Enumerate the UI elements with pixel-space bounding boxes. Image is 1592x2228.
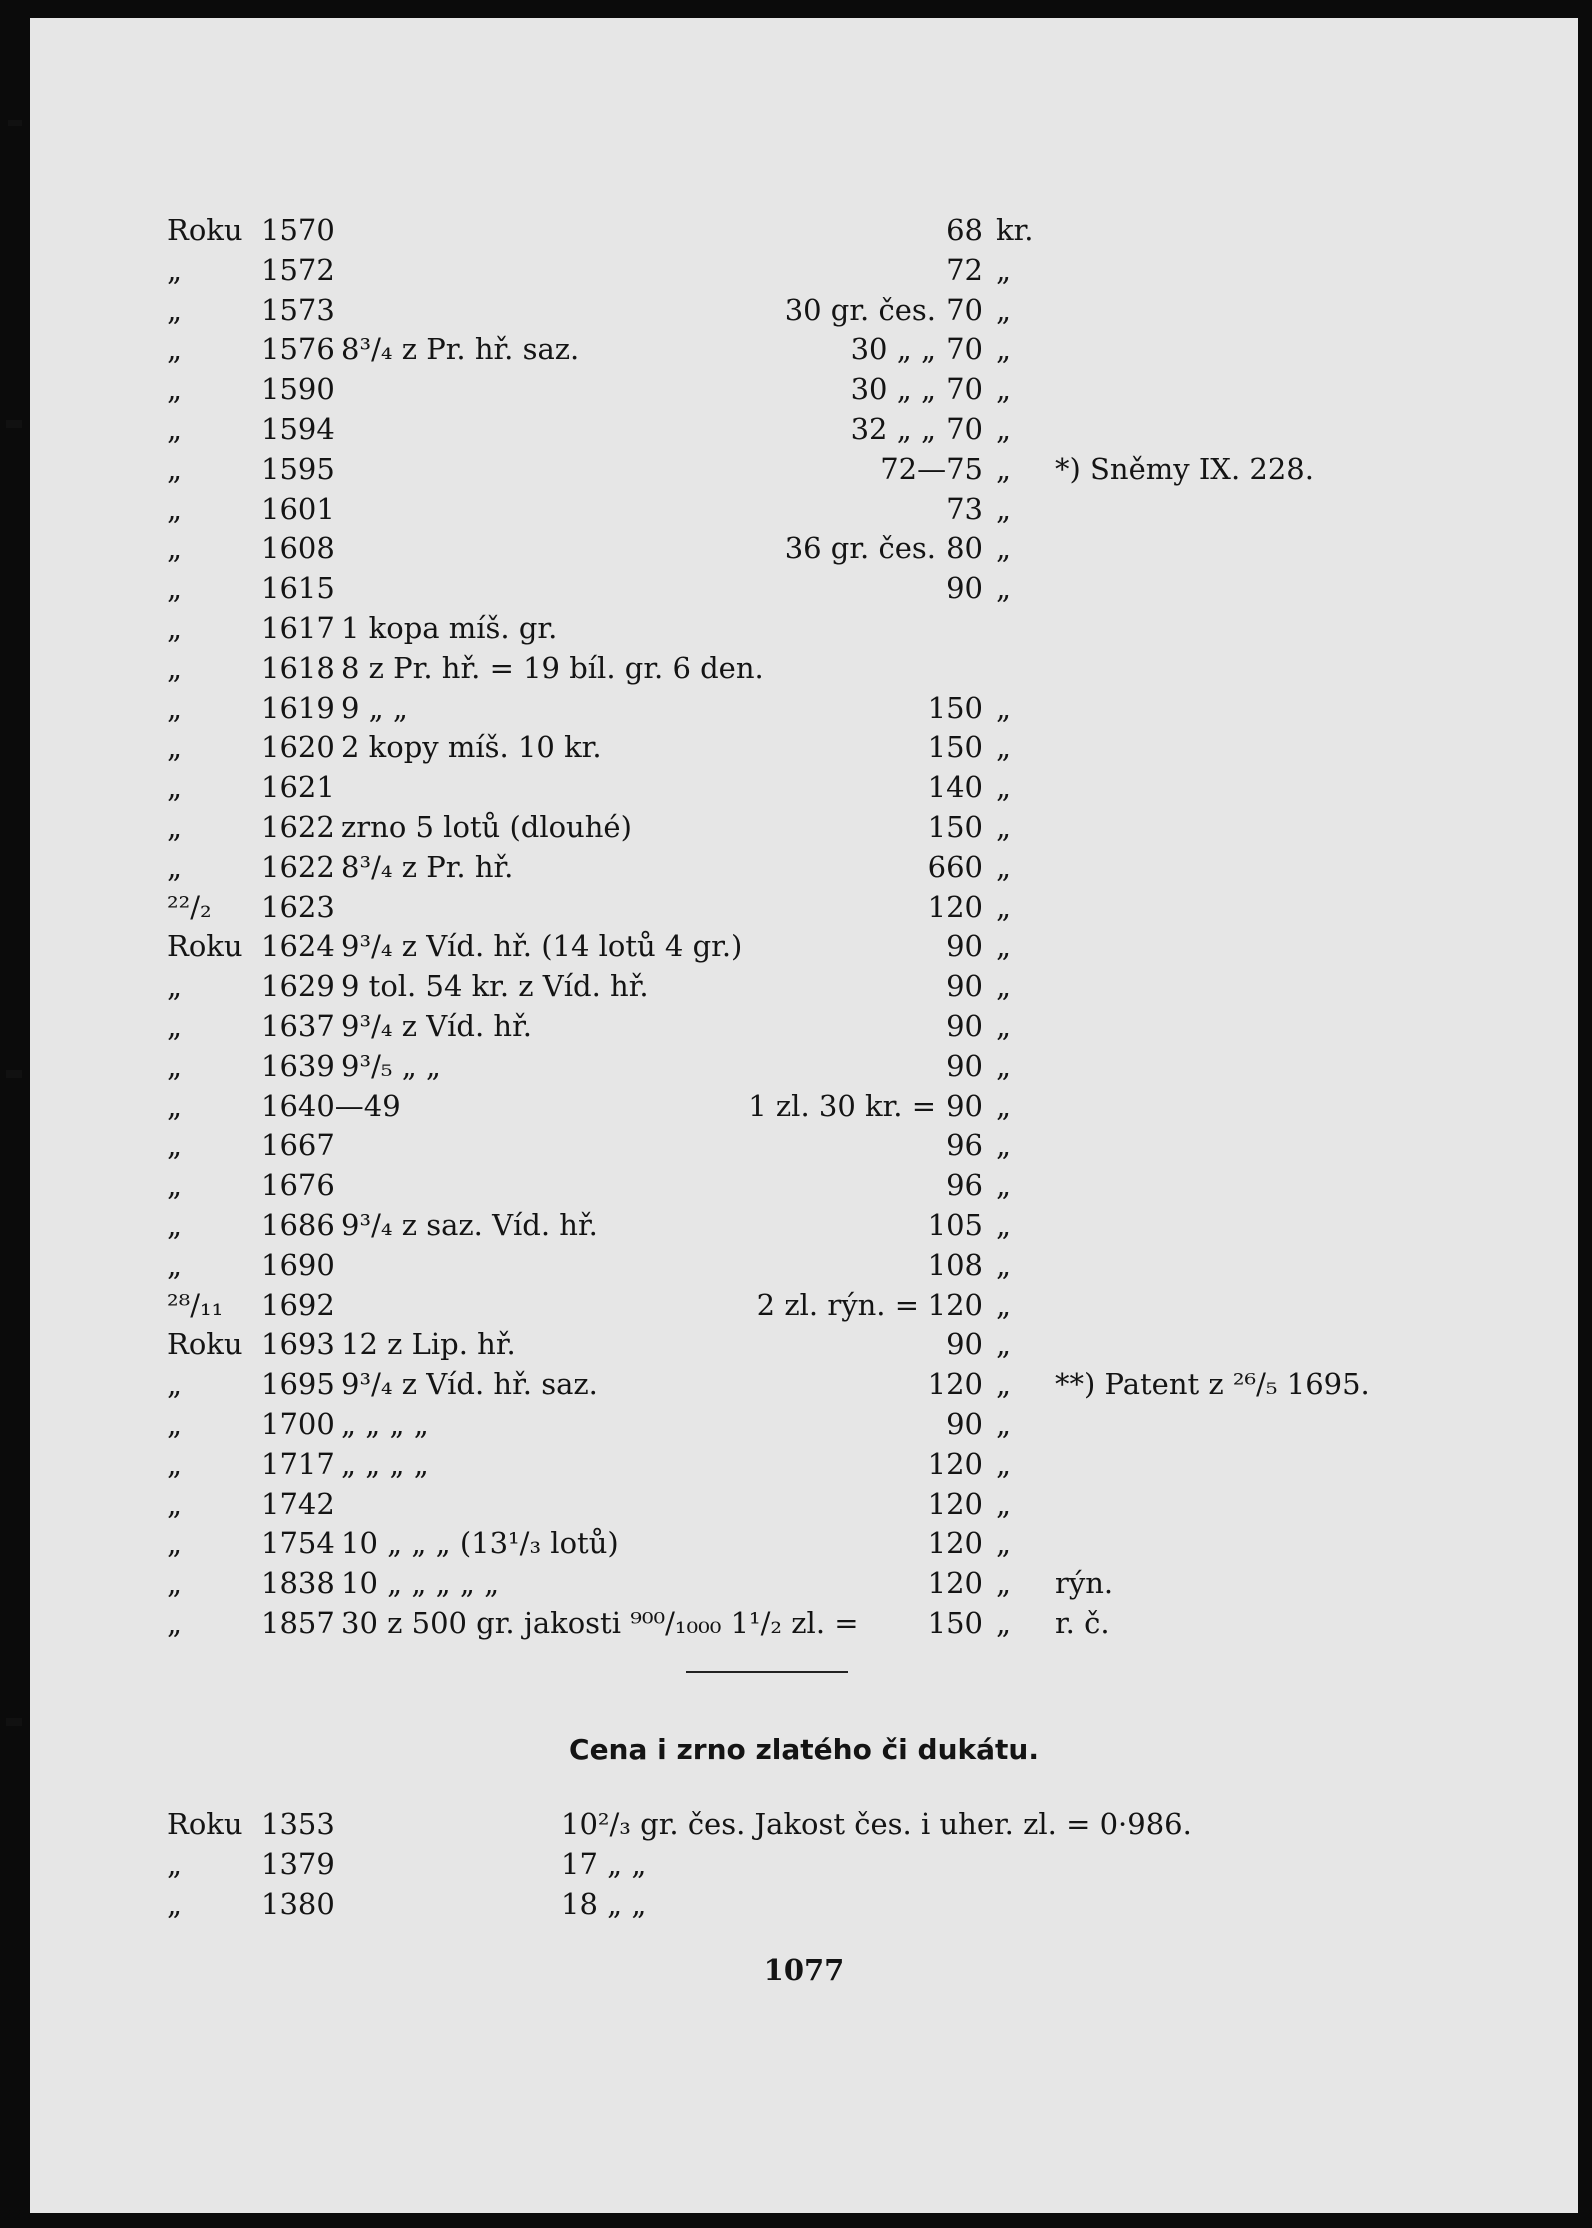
row-year: 1615 [261,571,335,606]
row-prefix: „ [167,491,183,526]
row-prefix: Roku [167,929,243,964]
row-value: 72 [946,252,983,287]
table-row [30,1444,1578,1484]
table-row [30,290,1578,330]
row-year: 1622 [261,810,335,844]
row-unit: „ [996,332,1012,367]
section-title: Cena i zrno zlatého či dukátu. [569,1733,1039,1766]
table-row [30,1364,1578,1404]
row-prefix: „ [167,1247,183,1282]
row-year: 1608 [261,531,335,566]
row-prefix: „ [167,1009,183,1043]
row-year: 1717 [261,1446,335,1481]
table-row [30,329,1578,369]
row-prefix: „ [167,372,183,407]
row-description: 9 „ „ [341,690,408,725]
row-value: 68 [946,213,983,247]
page-number: 1077 [763,1953,845,1987]
table-row [30,1804,1578,1844]
scan-edge-mark [6,1070,22,1078]
row-prefix: „ [167,1208,183,1242]
table-row [30,1404,1578,1444]
row-year: 1838 [261,1566,335,1601]
row-year: 1667 [261,1128,335,1163]
row-year: 1695 [261,1367,335,1402]
row-value: 660 [927,849,983,884]
table-row [30,648,1578,688]
row-description: zrno 5 lotů (dlouhé) [341,810,632,844]
row-year: 1692 [261,1287,335,1322]
row-prefix: „ [167,1526,183,1561]
row-prefix: „ [167,1407,183,1441]
section-divider [686,1671,848,1673]
table-row [30,568,1578,608]
row-year: 1594 [261,412,335,446]
table-row [30,1484,1578,1524]
row-note: rýn. [1055,1566,1114,1601]
row-unit: „ [996,1247,1012,1282]
row-prefix: „ [167,770,183,805]
row-description: 8 z Pr. hř. = 19 bíl. gr. 6 den. [341,650,764,685]
row-year: 1619 [261,690,335,725]
row-value: 105 [927,1208,983,1242]
table-row [30,1324,1578,1364]
table-row [30,1086,1578,1126]
row-note: **) Patent z ²⁶/₅ 1695. [1055,1367,1370,1402]
row-prefix: „ [167,611,183,645]
row-description: 10 „ „ „ (13¹/₃ lotů) [341,1526,619,1561]
table-row [30,528,1578,568]
row-unit: „ [996,571,1012,606]
row-value: 96 [946,1128,983,1163]
document-page [30,18,1578,2213]
row-unit: „ [996,531,1012,566]
row-unit: „ [996,1446,1012,1481]
table-row [30,1603,1578,1643]
row-unit: „ [996,1367,1012,1402]
row-year: 1754 [261,1526,335,1561]
table-row [30,887,1578,927]
row-value: 150 [927,730,983,765]
row-value: 120 [927,1566,983,1601]
scan-edge-mark [8,120,22,126]
row-unit: „ [996,412,1012,446]
row-prefix: „ [167,1128,183,1163]
row-year: 1570 [261,213,335,247]
row-value: 90 [946,929,983,964]
scan-edge-mark [6,420,22,428]
row-description: 2 kopy míš. 10 kr. [341,730,602,765]
row-year: 1621 [261,770,335,805]
table-row [30,926,1578,966]
table-row [30,608,1578,648]
row-prefix: „ [167,1048,183,1083]
table-row [30,688,1578,728]
table-row [30,767,1578,807]
row-value: 80 [946,531,983,566]
row-money: 1 zl. 30 kr. = [748,1088,936,1123]
row-description: „ „ „ „ [341,1446,429,1481]
row-year: 1620 [261,730,335,765]
row-description: 17 „ „ [561,1846,647,1881]
table-row [30,1125,1578,1165]
row-value: 90 [946,1009,983,1043]
row-prefix: „ [167,571,183,606]
row-prefix: „ [167,451,183,486]
row-year: 1618 [261,650,335,685]
table-row [30,489,1578,529]
table-row [30,1046,1578,1086]
table-row [30,210,1578,250]
row-prefix: „ [167,412,183,446]
table-row [30,1884,1578,1924]
row-unit: „ [996,1088,1012,1123]
row-year: 1629 [261,969,335,1004]
row-unit: „ [996,1009,1012,1043]
row-unit: „ [996,1048,1012,1083]
row-unit: „ [996,929,1012,964]
row-value: 90 [946,1327,983,1362]
row-unit: „ [996,491,1012,526]
row-prefix: „ [167,1446,183,1481]
row-year: 1742 [261,1486,335,1521]
row-unit: „ [996,770,1012,805]
row-value: 150 [927,1606,983,1640]
row-year: 1637 [261,1009,335,1043]
row-unit: „ [996,889,1012,924]
row-value: 90 [946,571,983,606]
row-description: „ „ „ „ [341,1407,429,1441]
row-money: 36 gr. čes. [784,531,936,566]
row-unit: „ [996,690,1012,725]
row-description: 9³/₄ z Víd. hř. saz. [341,1367,598,1402]
row-prefix: „ [167,650,183,685]
row-year: 1693 [261,1327,335,1362]
row-description: 9³/₅ „ „ [341,1048,441,1083]
row-prefix: „ [167,252,183,287]
row-value: 150 [927,690,983,725]
row-year: 1617 [261,611,335,645]
row-unit: „ [996,1526,1012,1561]
row-description: 9³/₄ z Víd. hř. [341,1009,532,1043]
table-row [30,1006,1578,1046]
row-value: 90 [946,1088,983,1123]
row-prefix: „ [167,1088,183,1123]
row-year: 1639 [261,1048,335,1083]
table-row [30,1563,1578,1603]
row-value: 90 [946,1048,983,1083]
row-value: 96 [946,1168,983,1203]
table-row [30,369,1578,409]
row-value: 120 [927,1526,983,1561]
table-row [30,1844,1578,1884]
row-prefix: ²⁸/₁₁ [167,1287,224,1322]
row-money: 30 „ „ [850,332,936,367]
row-value: 108 [927,1247,983,1282]
row-prefix: „ [167,1168,183,1203]
row-description: 10²/₃ gr. čes. Jakost čes. i uher. zl. = 0·986. [561,1807,1192,1841]
row-prefix: Roku [167,213,243,247]
row-value: 90 [946,969,983,1004]
row-value: 72—75 [880,451,983,486]
table-row [30,1245,1578,1285]
row-unit: „ [996,1486,1012,1521]
row-year: 1572 [261,252,335,287]
row-value: 140 [927,770,983,805]
row-description: 1 kopa míš. gr. [341,611,558,645]
row-unit: „ [996,1407,1012,1441]
row-value: 120 [927,1446,983,1481]
table-row [30,1205,1578,1245]
table-row [30,1285,1578,1325]
row-money: 32 „ „ [850,412,936,446]
scan-edge-mark [6,1718,22,1726]
row-value: 120 [927,1367,983,1402]
row-note: *) Sněmy IX. 228. [1055,451,1314,486]
row-value: 90 [946,1407,983,1441]
row-unit: „ [996,849,1012,884]
row-description: 8³/₄ z Pr. hř. [341,849,514,884]
row-year: 1676 [261,1168,335,1203]
row-year: 1686 [261,1208,335,1242]
row-value: 70 [946,332,983,367]
row-prefix: „ [167,1486,183,1521]
row-money: 2 zl. rýn. = [756,1287,919,1322]
row-description: 9³/₄ z saz. Víd. hř. [341,1208,598,1242]
row-prefix: ²²/₂ [167,889,212,924]
row-prefix: „ [167,730,183,765]
row-prefix: „ [167,810,183,844]
row-unit: „ [996,1287,1012,1322]
row-year: 1576 [261,332,335,367]
row-unit: „ [996,451,1012,486]
row-value: 120 [927,1486,983,1521]
row-value: 70 [946,412,983,446]
row-year: 1622 [261,849,335,884]
row-unit: „ [996,372,1012,407]
row-unit: „ [996,1566,1012,1601]
row-year: 1700 [261,1407,335,1441]
row-year: 1857 [261,1606,335,1640]
row-prefix: „ [167,332,183,367]
row-year: 1640—49 [261,1088,401,1123]
table-row [30,449,1578,489]
row-year: 1623 [261,889,335,924]
row-unit: „ [996,969,1012,1004]
table-row [30,807,1578,847]
row-value: 120 [927,889,983,924]
row-value: 70 [946,372,983,407]
row-note: r. č. [1055,1606,1110,1640]
row-description: 8³/₄ z Pr. hř. saz. [341,332,580,367]
row-description: 18 „ „ [561,1886,647,1921]
row-unit: kr. [996,213,1034,247]
table-row [30,1523,1578,1563]
row-money: 30 „ „ [850,372,936,407]
row-prefix: „ [167,849,183,884]
row-year: 1624 [261,929,335,964]
row-unit: „ [996,730,1012,765]
row-unit: „ [996,1168,1012,1203]
row-description: 30 z 500 gr. jakosti ⁹⁰⁰/₁₀₀₀ 1¹/₂ zl. = [341,1606,859,1640]
row-value: 70 [946,292,983,327]
row-prefix: „ [167,531,183,566]
row-unit: „ [996,252,1012,287]
row-prefix: „ [167,1606,183,1640]
row-year: 1380 [261,1886,335,1921]
row-prefix: „ [167,1367,183,1402]
row-description: 9 tol. 54 kr. z Víd. hř. [341,969,649,1004]
row-unit: „ [996,1208,1012,1242]
table-row [30,847,1578,887]
table-row [30,966,1578,1006]
row-description: 12 z Lip. hř. [341,1327,516,1362]
table-row [30,409,1578,449]
row-prefix: „ [167,1566,183,1601]
row-year: 1353 [261,1807,335,1841]
table-row [30,727,1578,767]
row-year: 1573 [261,292,335,327]
row-prefix: „ [167,690,183,725]
row-description: 10 „ „ „ „ „ [341,1566,500,1601]
table-row [30,1165,1578,1205]
row-unit: „ [996,810,1012,844]
row-prefix: „ [167,1846,183,1881]
row-description: 9³/₄ z Víd. hř. (14 lotů 4 gr.) [341,929,743,964]
row-money: 30 gr. čes. [784,292,936,327]
row-unit: „ [996,1327,1012,1362]
row-year: 1379 [261,1846,335,1881]
row-unit: „ [996,1128,1012,1163]
row-year: 1601 [261,491,335,526]
row-year: 1595 [261,451,335,486]
row-value: 73 [946,491,983,526]
row-value: 150 [927,810,983,844]
row-value: 120 [927,1287,983,1322]
table-row [30,250,1578,290]
row-prefix: „ [167,1886,183,1921]
row-prefix: Roku [167,1807,243,1841]
row-prefix: Roku [167,1327,243,1362]
row-unit: „ [996,292,1012,327]
row-year: 1690 [261,1247,335,1282]
row-year: 1590 [261,372,335,407]
row-prefix: „ [167,292,183,327]
row-unit: „ [996,1606,1012,1640]
row-prefix: „ [167,969,183,1004]
